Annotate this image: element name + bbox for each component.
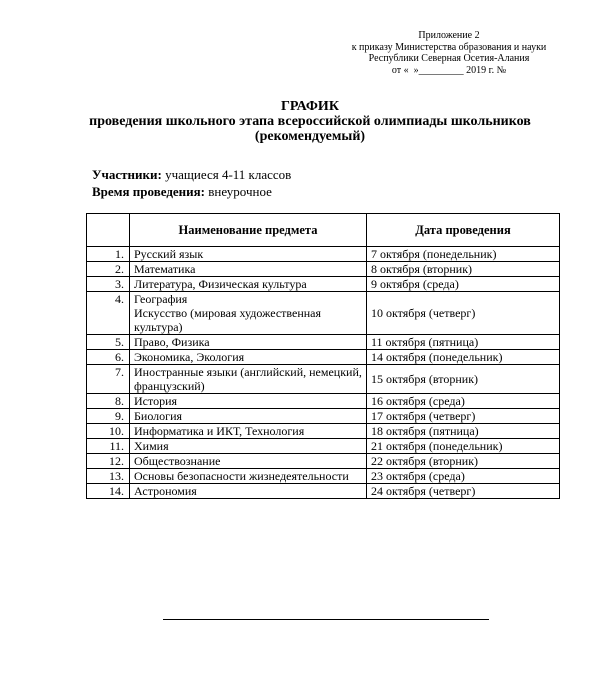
- row-date: 9 октября (среда): [367, 277, 560, 292]
- table-row: [87, 350, 560, 365]
- title-line: ГРАФИК: [281, 99, 339, 114]
- appendix-line: к приказу Министерства образования и науки: [351, 41, 547, 53]
- appendix-line: Приложение 2: [418, 30, 480, 41]
- row-number: 1.: [87, 247, 130, 262]
- title-line: проведения школьного этапа всероссийской олимпиады школьников: [89, 114, 531, 129]
- row-date: 10 октября (четверг): [367, 292, 560, 335]
- row-subject: Математика: [130, 262, 367, 277]
- table-row: [87, 409, 560, 424]
- row-date: 11 октября (пятница): [367, 335, 560, 350]
- row-subject: Право, Физика: [130, 335, 367, 350]
- document-title: [60, 99, 560, 144]
- row-subject: История: [130, 394, 367, 409]
- appendix-line: Республики Северная Осетия-Алания: [368, 53, 530, 64]
- table-row: [87, 469, 560, 484]
- row-date: 7 октября (понедельник): [367, 247, 560, 262]
- participants-label: Участники:: [92, 167, 162, 182]
- row-number: 2.: [87, 262, 130, 277]
- row-subject: Иностранные языки (английский, немецкий, французский): [130, 365, 367, 394]
- row-subject: Основы безопасности жизнедеятельности: [130, 469, 367, 484]
- header-subject: Наименование предмета: [130, 214, 367, 247]
- row-number: 14.: [87, 484, 130, 499]
- title-line: (рекомендуемый): [254, 129, 366, 144]
- row-subject: Русский язык: [130, 247, 367, 262]
- row-number: 9.: [87, 409, 130, 424]
- participants-line: [92, 166, 291, 183]
- row-date: 18 октября (пятница): [367, 424, 560, 439]
- table-row: [87, 247, 560, 262]
- table-row: [87, 277, 560, 292]
- row-date: 8 октября (вторник): [367, 262, 560, 277]
- row-subject: Обществознание: [130, 454, 367, 469]
- table-row: [87, 394, 560, 409]
- row-date: 21 октября (понедельник): [367, 439, 560, 454]
- row-subject: География Искусство (мировая художественная культура): [130, 292, 367, 335]
- row-subject: Астрономия: [130, 484, 367, 499]
- row-number: 13.: [87, 469, 130, 484]
- row-date: 14 октября (понедельник): [367, 350, 560, 365]
- table-row: [87, 365, 560, 394]
- row-date: 23 октября (среда): [367, 469, 560, 484]
- row-number: 8.: [87, 394, 130, 409]
- table-row: [87, 484, 560, 499]
- row-subject: Информатика и ИКТ, Технология: [130, 424, 367, 439]
- row-number: 3.: [87, 277, 130, 292]
- schedule-table: [86, 213, 560, 499]
- header-num: [87, 214, 130, 247]
- time-line: [92, 183, 291, 200]
- header-date: Дата проведения: [367, 214, 560, 247]
- row-date: 22 октября (вторник): [367, 454, 560, 469]
- time-label: Время проведения:: [92, 184, 206, 199]
- footer-line: [163, 619, 489, 620]
- row-number: 10.: [87, 424, 130, 439]
- table-row: [87, 439, 560, 454]
- appendix-header: [318, 30, 580, 76]
- time-value: внеурочное: [208, 184, 272, 199]
- row-number: 11.: [87, 439, 130, 454]
- table-row: [87, 292, 560, 335]
- row-number: 12.: [87, 454, 130, 469]
- meta-info: [92, 166, 291, 200]
- row-date: 15 октября (вторник): [367, 365, 560, 394]
- row-subject: Экономика, Экология: [130, 350, 367, 365]
- table-row: [87, 262, 560, 277]
- row-number: 5.: [87, 335, 130, 350]
- row-subject: Биология: [130, 409, 367, 424]
- table-row: [87, 335, 560, 350]
- row-number: 7.: [87, 365, 130, 394]
- row-date: 16 октября (среда): [367, 394, 560, 409]
- row-date: 17 октября (четверг): [367, 409, 560, 424]
- table-row: [87, 454, 560, 469]
- table-header-row: [87, 214, 560, 247]
- row-subject: Химия: [130, 439, 367, 454]
- row-subject: Литература, Физическая культура: [130, 277, 367, 292]
- row-number: 4.: [87, 292, 130, 335]
- appendix-line: от « »_________ 2019 г. №: [391, 64, 507, 76]
- row-number: 6.: [87, 350, 130, 365]
- table-row: [87, 424, 560, 439]
- row-date: 24 октября (четверг): [367, 484, 560, 499]
- participants-value: учащиеся 4-11 классов: [165, 167, 292, 182]
